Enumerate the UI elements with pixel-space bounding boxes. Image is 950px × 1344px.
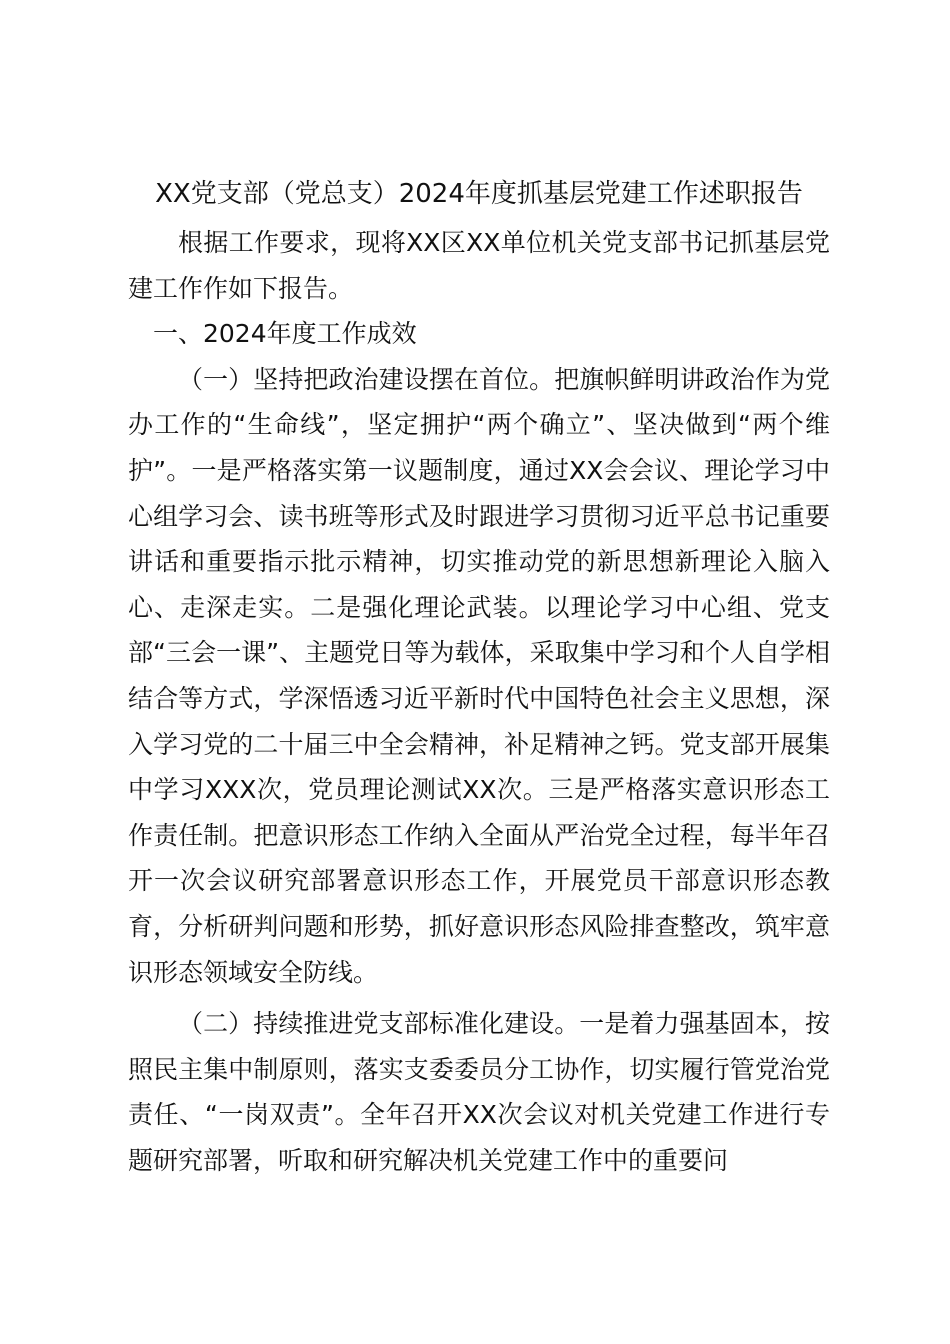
body-paragraph-1: （一）坚持把政治建设摆在首位。把旗帜鲜明讲政治作为党办工作的“生命线”，坚定拥护“两个确立”、坚决做到“两个维护”。一是严格落实第一议题制度，通过XX会会议、理论学习中心组学习会、读书班等形式及时跟进学习贯彻习近平总书记重要讲话和重要指示批示精神，切实推动党的新思想新理论入脑入心、走深走实。二是强化理论武装。以理论学习中心组、党支部“三会一课”、主题党日等为载体，采取集中学习和个人自学相结合等方式，学深悟透习近平新时代中国特色社会主义思想，深入学习党的二十届三中全会精神，补足精神之钙。党支部开展集中学习XXX次，党员理论测试XX次。三是严格落实意识形态工作责任制。把意识形态工作纳入全面从严治党全过程，每半年召开一次会议研究部署意识形态工作，开展党员干部意识形态教育，分析研判问题和形势，抓好意识形态风险排查整改，筑牢意识形态领域安全防线。: [128, 364, 830, 987]
body-paragraph-2: （二）持续推进党支部标准化建设。一是着力强基固本，按照民主集中制原则，落实支委委员分工协作，切实履行管党治党责任、“一岗双责”。全年召开XX次会议对机关党建工作进行专题研究部署，听取和研究解决机关党建工作中的重要问: [128, 1009, 830, 1175]
section-heading: 一、2024年度工作成效: [153, 319, 417, 349]
intro-paragraph: 根据工作要求，现将XX区XX单位机关党支部书记抓基层党建工作作如下报告。: [128, 228, 830, 303]
document-body: [128, 172, 830, 1183]
document-title: XX党支部（党总支）2024年度抓基层党建工作述职报告: [155, 179, 803, 209]
